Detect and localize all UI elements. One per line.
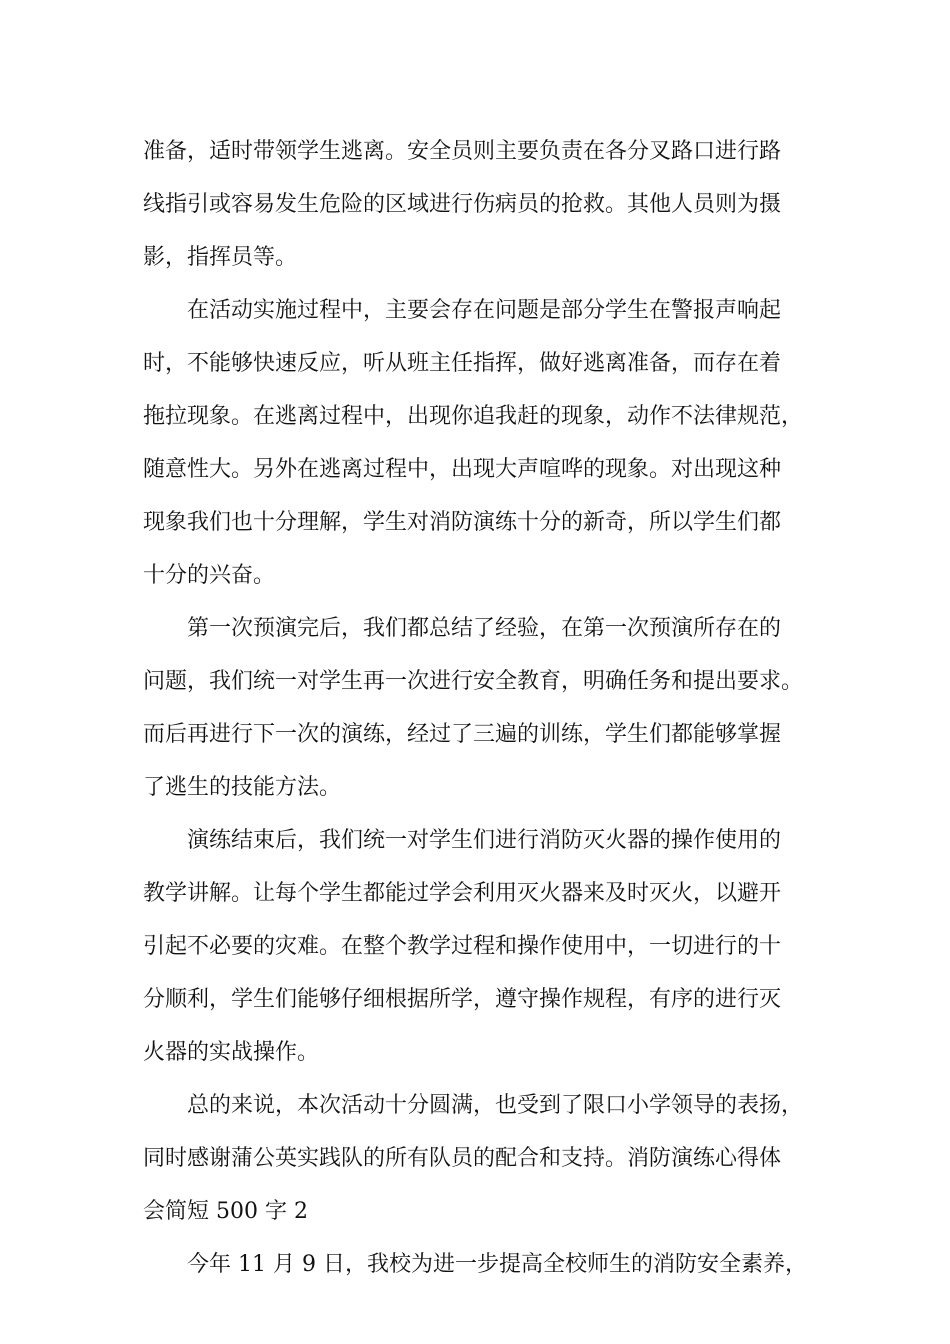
text-line: 而后再进行下一次的演练，经过了三遍的训练，学生们都能够掌握: [143, 722, 782, 747]
document-body: [143, 125, 811, 1291]
paragraph-start-line: 第一次预演完后，我们都总结了经验，在第一次预演所存在的: [187, 616, 782, 641]
text-line: 同时感谢蒲公英实践队的所有队员的配合和支持。消防演练心得体: [143, 1146, 782, 1171]
text-line: 会简短 500 字 2: [143, 1199, 308, 1224]
text-line: 了逃生的技能方法。: [143, 775, 342, 800]
text-line: 现象我们也十分理解，学生对消防演练十分的新奇，所以学生们都: [143, 510, 782, 535]
paragraph-start-line: 在活动实施过程中，主要会存在问题是部分学生在警报声响起: [187, 298, 782, 323]
text-line: 问题，我们统一对学生再一次进行安全教育，明确任务和提出要求。: [143, 669, 804, 694]
text-line: 准备，适时带领学生逃离。安全员则主要负责在各分叉路口进行路: [143, 139, 782, 164]
text-line: 影，指挥员等。: [143, 245, 298, 270]
text-line: 拖拉现象。在逃离过程中，出现你追我赶的现象，动作不法律规范，: [143, 404, 804, 429]
text-line: 线指引或容易发生危险的区域进行伤病员的抢救。其他人员则为摄: [143, 192, 782, 217]
paragraph-start-line: 总的来说，本次活动十分圆满，也受到了限口小学领导的表扬，: [187, 1093, 804, 1118]
text-line: 时，不能够快速反应，听从班主任指挥，做好逃离准备，而存在着: [143, 351, 782, 376]
paragraph-start-line: 演练结束后，我们统一对学生们进行消防灭火器的操作使用的: [187, 828, 782, 853]
text-line: 引起不必要的灾难。在整个教学过程和操作使用中，一切进行的十: [143, 934, 782, 959]
text-line: 火器的实战操作。: [143, 1040, 320, 1065]
text-line: 十分的兴奋。: [143, 563, 276, 588]
text-line: 教学讲解。让每个学生都能过学会利用灭火器来及时灭火，以避开: [143, 881, 782, 906]
text-line: 随意性大。另外在逃离过程中，出现大声喧哗的现象。对出现这种: [143, 457, 782, 482]
paragraph-start-line: 今年 11 月 9 日，我校为进一步提高全校师生的消防安全素养，: [187, 1252, 807, 1277]
text-line: 分顺利，学生们能够仔细根据所学，遵守操作规程，有序的进行灭: [143, 987, 782, 1012]
